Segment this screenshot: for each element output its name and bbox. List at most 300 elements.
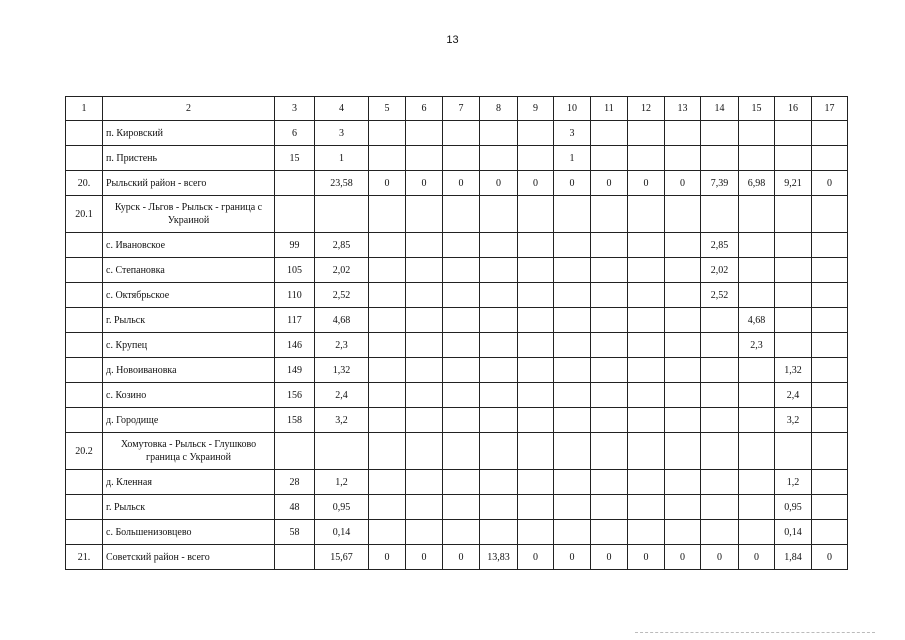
- row-name-cell: с. Ивановское: [103, 233, 275, 258]
- table-row: [66, 470, 848, 495]
- value-cell-col-10: [554, 408, 591, 433]
- value-cell-col-14: 2,85: [701, 233, 739, 258]
- table-row: [66, 358, 848, 383]
- value-cell-col-11: [591, 495, 628, 520]
- value-cell-col-3: 6: [275, 121, 315, 146]
- row-index-cell: 21.: [66, 545, 103, 570]
- value-cell-col-8: [480, 358, 518, 383]
- value-cell-col-7: [443, 308, 480, 333]
- value-cell-col-5: [369, 433, 406, 470]
- value-cell-col-17: 0: [812, 171, 848, 196]
- table-row: [66, 545, 848, 570]
- value-cell-col-3: 99: [275, 233, 315, 258]
- column-number-1: 1: [66, 97, 103, 121]
- row-index-cell: [66, 358, 103, 383]
- value-cell-col-15: [739, 520, 775, 545]
- value-cell-col-17: [812, 146, 848, 171]
- row-name-cell: с. Крупец: [103, 333, 275, 358]
- value-cell-col-16: [775, 146, 812, 171]
- value-cell-col-11: [591, 258, 628, 283]
- value-cell-col-10: [554, 470, 591, 495]
- row-name-cell: с. Большенизовцево: [103, 520, 275, 545]
- value-cell-col-14: [701, 146, 739, 171]
- value-cell-col-6: [406, 383, 443, 408]
- value-cell-col-5: [369, 308, 406, 333]
- value-cell-col-8: [480, 383, 518, 408]
- value-cell-col-7: [443, 196, 480, 233]
- value-cell-col-4: 1: [315, 146, 369, 171]
- column-number-3: 3: [275, 97, 315, 121]
- value-cell-col-7: [443, 358, 480, 383]
- value-cell-col-9: 0: [518, 171, 554, 196]
- table-row: [66, 146, 848, 171]
- value-cell-col-13: [665, 470, 701, 495]
- value-cell-col-17: [812, 408, 848, 433]
- value-cell-col-7: [443, 433, 480, 470]
- value-cell-col-5: [369, 283, 406, 308]
- value-cell-col-17: [812, 196, 848, 233]
- value-cell-col-6: [406, 495, 443, 520]
- value-cell-col-12: [628, 470, 665, 495]
- value-cell-col-10: [554, 358, 591, 383]
- table-row: [66, 433, 848, 470]
- value-cell-col-8: [480, 495, 518, 520]
- value-cell-col-13: 0: [665, 545, 701, 570]
- value-cell-col-11: [591, 233, 628, 258]
- row-name-cell: Рыльский район - всего: [103, 171, 275, 196]
- value-cell-col-10: [554, 383, 591, 408]
- value-cell-col-6: [406, 358, 443, 383]
- value-cell-col-10: [554, 308, 591, 333]
- value-cell-col-15: [739, 196, 775, 233]
- value-cell-col-17: [812, 233, 848, 258]
- row-index-cell: [66, 258, 103, 283]
- value-cell-col-3: 158: [275, 408, 315, 433]
- value-cell-col-5: 0: [369, 171, 406, 196]
- value-cell-col-9: [518, 358, 554, 383]
- value-cell-col-15: [739, 233, 775, 258]
- value-cell-col-7: 0: [443, 545, 480, 570]
- value-cell-col-17: [812, 470, 848, 495]
- column-number-7: 7: [443, 97, 480, 121]
- table-row: [66, 308, 848, 333]
- value-cell-col-4: 0,95: [315, 495, 369, 520]
- value-cell-col-16: 3,2: [775, 408, 812, 433]
- value-cell-col-8: [480, 308, 518, 333]
- value-cell-col-8: [480, 258, 518, 283]
- value-cell-col-10: [554, 196, 591, 233]
- value-cell-col-16: [775, 196, 812, 233]
- value-cell-col-11: [591, 121, 628, 146]
- value-cell-col-15: [739, 283, 775, 308]
- column-number-13: 13: [665, 97, 701, 121]
- row-name-cell: д. Кленная: [103, 470, 275, 495]
- value-cell-col-11: [591, 383, 628, 408]
- row-index-cell: [66, 333, 103, 358]
- value-cell-col-8: [480, 283, 518, 308]
- value-cell-col-17: [812, 121, 848, 146]
- value-cell-col-5: [369, 258, 406, 283]
- value-cell-col-3: 146: [275, 333, 315, 358]
- row-index-cell: [66, 383, 103, 408]
- value-cell-col-14: [701, 333, 739, 358]
- value-cell-col-10: [554, 433, 591, 470]
- value-cell-col-5: [369, 358, 406, 383]
- value-cell-col-13: [665, 233, 701, 258]
- value-cell-col-7: [443, 283, 480, 308]
- value-cell-col-13: [665, 358, 701, 383]
- value-cell-col-6: [406, 408, 443, 433]
- value-cell-col-14: [701, 495, 739, 520]
- value-cell-col-5: [369, 408, 406, 433]
- value-cell-col-6: [406, 121, 443, 146]
- value-cell-col-7: [443, 383, 480, 408]
- scan-artifact-line: [635, 632, 875, 636]
- value-cell-col-7: [443, 121, 480, 146]
- value-cell-col-13: [665, 196, 701, 233]
- value-cell-col-6: 0: [406, 545, 443, 570]
- value-cell-col-16: [775, 283, 812, 308]
- column-number-17: 17: [812, 97, 848, 121]
- value-cell-col-3: [275, 545, 315, 570]
- column-number-15: 15: [739, 97, 775, 121]
- value-cell-col-11: [591, 333, 628, 358]
- value-cell-col-14: [701, 433, 739, 470]
- value-cell-col-8: [480, 146, 518, 171]
- value-cell-col-14: [701, 383, 739, 408]
- data-table: [65, 96, 848, 570]
- row-index-cell: [66, 408, 103, 433]
- value-cell-col-14: [701, 520, 739, 545]
- value-cell-col-4: 2,85: [315, 233, 369, 258]
- value-cell-col-11: [591, 408, 628, 433]
- column-number-14: 14: [701, 97, 739, 121]
- value-cell-col-3: 48: [275, 495, 315, 520]
- value-cell-col-9: [518, 196, 554, 233]
- value-cell-col-3: 105: [275, 258, 315, 283]
- value-cell-col-11: [591, 520, 628, 545]
- value-cell-col-6: [406, 520, 443, 545]
- value-cell-col-8: 0: [480, 171, 518, 196]
- table-row: [66, 333, 848, 358]
- value-cell-col-5: [369, 121, 406, 146]
- value-cell-col-14: [701, 196, 739, 233]
- value-cell-col-3: 149: [275, 358, 315, 383]
- value-cell-col-16: 0,95: [775, 495, 812, 520]
- value-cell-col-8: [480, 520, 518, 545]
- value-cell-col-17: [812, 495, 848, 520]
- value-cell-col-6: [406, 470, 443, 495]
- value-cell-col-12: [628, 233, 665, 258]
- table-row: [66, 495, 848, 520]
- value-cell-col-4: [315, 433, 369, 470]
- value-cell-col-4: 1,32: [315, 358, 369, 383]
- row-index-cell: [66, 495, 103, 520]
- value-cell-col-4: 15,67: [315, 545, 369, 570]
- value-cell-col-16: [775, 433, 812, 470]
- value-cell-col-14: [701, 121, 739, 146]
- value-cell-col-15: 6,98: [739, 171, 775, 196]
- value-cell-col-9: [518, 146, 554, 171]
- value-cell-col-13: 0: [665, 171, 701, 196]
- value-cell-col-13: [665, 121, 701, 146]
- value-cell-col-15: 2,3: [739, 333, 775, 358]
- value-cell-col-16: [775, 308, 812, 333]
- row-index-cell: [66, 146, 103, 171]
- value-cell-col-15: [739, 258, 775, 283]
- value-cell-col-12: [628, 333, 665, 358]
- value-cell-col-6: [406, 233, 443, 258]
- table-row: [66, 383, 848, 408]
- value-cell-col-16: 1,2: [775, 470, 812, 495]
- value-cell-col-5: [369, 146, 406, 171]
- value-cell-col-7: [443, 470, 480, 495]
- column-number-10: 10: [554, 97, 591, 121]
- value-cell-col-9: [518, 258, 554, 283]
- value-cell-col-14: [701, 470, 739, 495]
- value-cell-col-11: 0: [591, 171, 628, 196]
- value-cell-col-7: [443, 333, 480, 358]
- value-cell-col-9: [518, 495, 554, 520]
- value-cell-col-15: [739, 495, 775, 520]
- table-row: [66, 408, 848, 433]
- value-cell-col-12: [628, 283, 665, 308]
- row-name-cell: д. Городище: [103, 408, 275, 433]
- row-name-cell: д. Новоивановка: [103, 358, 275, 383]
- value-cell-col-13: [665, 146, 701, 171]
- value-cell-col-17: [812, 308, 848, 333]
- value-cell-col-13: [665, 433, 701, 470]
- value-cell-col-17: 0: [812, 545, 848, 570]
- value-cell-col-17: [812, 433, 848, 470]
- value-cell-col-5: 0: [369, 545, 406, 570]
- value-cell-col-16: 1,32: [775, 358, 812, 383]
- value-cell-col-14: [701, 358, 739, 383]
- column-number-5: 5: [369, 97, 406, 121]
- value-cell-col-17: [812, 283, 848, 308]
- value-cell-col-7: 0: [443, 171, 480, 196]
- value-cell-col-16: 0,14: [775, 520, 812, 545]
- value-cell-col-13: [665, 258, 701, 283]
- value-cell-col-12: [628, 358, 665, 383]
- column-number-9: 9: [518, 97, 554, 121]
- value-cell-col-9: [518, 408, 554, 433]
- value-cell-col-4: 0,14: [315, 520, 369, 545]
- value-cell-col-14: 2,52: [701, 283, 739, 308]
- value-cell-col-16: [775, 333, 812, 358]
- value-cell-col-11: [591, 196, 628, 233]
- value-cell-col-7: [443, 233, 480, 258]
- value-cell-col-4: 2,4: [315, 383, 369, 408]
- value-cell-col-10: [554, 495, 591, 520]
- value-cell-col-9: [518, 121, 554, 146]
- value-cell-col-11: [591, 358, 628, 383]
- value-cell-col-8: 13,83: [480, 545, 518, 570]
- value-cell-col-17: [812, 383, 848, 408]
- row-name-cell: г. Рыльск: [103, 308, 275, 333]
- column-number-16: 16: [775, 97, 812, 121]
- column-number-4: 4: [315, 97, 369, 121]
- value-cell-col-5: [369, 520, 406, 545]
- row-name-cell: с. Степановка: [103, 258, 275, 283]
- row-index-cell: 20.2: [66, 433, 103, 470]
- value-cell-col-8: [480, 233, 518, 258]
- value-cell-col-12: [628, 121, 665, 146]
- value-cell-col-5: [369, 196, 406, 233]
- value-cell-col-8: [480, 408, 518, 433]
- value-cell-col-14: 0: [701, 545, 739, 570]
- value-cell-col-14: [701, 308, 739, 333]
- column-number-8: 8: [480, 97, 518, 121]
- value-cell-col-4: 2,3: [315, 333, 369, 358]
- value-cell-col-4: 2,52: [315, 283, 369, 308]
- value-cell-col-4: 3: [315, 121, 369, 146]
- value-cell-col-16: [775, 233, 812, 258]
- value-cell-col-12: [628, 383, 665, 408]
- row-index-cell: [66, 233, 103, 258]
- value-cell-col-7: [443, 258, 480, 283]
- value-cell-col-7: [443, 495, 480, 520]
- row-index-cell: 20.1: [66, 196, 103, 233]
- value-cell-col-4: 4,68: [315, 308, 369, 333]
- value-cell-col-14: [701, 408, 739, 433]
- value-cell-col-3: 117: [275, 308, 315, 333]
- row-index-cell: 20.: [66, 171, 103, 196]
- row-name-cell: Советский район - всего: [103, 545, 275, 570]
- value-cell-col-13: [665, 520, 701, 545]
- value-cell-col-9: [518, 383, 554, 408]
- row-name-cell: Курск - Льгов - Рыльск - граница с Украиной: [103, 196, 275, 233]
- value-cell-col-17: [812, 358, 848, 383]
- value-cell-col-3: 110: [275, 283, 315, 308]
- value-cell-col-6: 0: [406, 171, 443, 196]
- table-row: [66, 233, 848, 258]
- value-cell-col-17: [812, 258, 848, 283]
- value-cell-col-3: [275, 433, 315, 470]
- value-cell-col-10: 1: [554, 146, 591, 171]
- column-number-11: 11: [591, 97, 628, 121]
- value-cell-col-9: [518, 333, 554, 358]
- row-index-cell: [66, 520, 103, 545]
- value-cell-col-10: [554, 333, 591, 358]
- value-cell-col-10: 0: [554, 171, 591, 196]
- value-cell-col-11: [591, 283, 628, 308]
- value-cell-col-12: [628, 408, 665, 433]
- value-cell-col-4: [315, 196, 369, 233]
- value-cell-col-8: [480, 333, 518, 358]
- value-cell-col-6: [406, 258, 443, 283]
- value-cell-col-9: [518, 520, 554, 545]
- value-cell-col-6: [406, 196, 443, 233]
- value-cell-col-16: 1,84: [775, 545, 812, 570]
- value-cell-col-9: [518, 308, 554, 333]
- column-number-12: 12: [628, 97, 665, 121]
- column-number-2: 2: [103, 97, 275, 121]
- row-name-cell: п. Кировский: [103, 121, 275, 146]
- value-cell-col-16: [775, 258, 812, 283]
- value-cell-col-12: [628, 520, 665, 545]
- value-cell-col-16: 2,4: [775, 383, 812, 408]
- value-cell-col-5: [369, 333, 406, 358]
- value-cell-col-11: [591, 470, 628, 495]
- value-cell-col-5: [369, 383, 406, 408]
- value-cell-col-3: 15: [275, 146, 315, 171]
- table-row: [66, 171, 848, 196]
- value-cell-col-8: [480, 121, 518, 146]
- value-cell-col-16: 9,21: [775, 171, 812, 196]
- row-name-cell: Хомутовка - Рыльск - Глушково граница с Украиной: [103, 433, 275, 470]
- value-cell-col-14: 2,02: [701, 258, 739, 283]
- value-cell-col-9: [518, 433, 554, 470]
- value-cell-col-3: 28: [275, 470, 315, 495]
- column-number-6: 6: [406, 97, 443, 121]
- value-cell-col-7: [443, 408, 480, 433]
- row-name-cell: п. Пристень: [103, 146, 275, 171]
- page-number: 13: [446, 34, 459, 46]
- value-cell-col-8: [480, 470, 518, 495]
- value-cell-col-12: [628, 258, 665, 283]
- table-row: [66, 258, 848, 283]
- value-cell-col-10: 3: [554, 121, 591, 146]
- value-cell-col-11: [591, 433, 628, 470]
- value-cell-col-6: [406, 308, 443, 333]
- value-cell-col-12: 0: [628, 171, 665, 196]
- row-index-cell: [66, 283, 103, 308]
- table-row: [66, 520, 848, 545]
- value-cell-col-14: 7,39: [701, 171, 739, 196]
- value-cell-col-12: [628, 146, 665, 171]
- value-cell-col-3: [275, 196, 315, 233]
- value-cell-col-7: [443, 520, 480, 545]
- value-cell-col-15: 4,68: [739, 308, 775, 333]
- value-cell-col-5: [369, 470, 406, 495]
- value-cell-col-8: [480, 196, 518, 233]
- value-cell-col-9: 0: [518, 545, 554, 570]
- value-cell-col-15: 0: [739, 545, 775, 570]
- value-cell-col-13: [665, 408, 701, 433]
- value-cell-col-10: [554, 520, 591, 545]
- value-cell-col-13: [665, 308, 701, 333]
- value-cell-col-3: 156: [275, 383, 315, 408]
- value-cell-col-4: 23,58: [315, 171, 369, 196]
- value-cell-col-15: [739, 358, 775, 383]
- value-cell-col-10: [554, 258, 591, 283]
- value-cell-col-15: [739, 146, 775, 171]
- value-cell-col-4: 2,02: [315, 258, 369, 283]
- value-cell-col-6: [406, 146, 443, 171]
- row-index-cell: [66, 470, 103, 495]
- value-cell-col-3: [275, 171, 315, 196]
- value-cell-col-15: [739, 408, 775, 433]
- value-cell-col-10: [554, 283, 591, 308]
- value-cell-col-12: [628, 433, 665, 470]
- value-cell-col-13: [665, 383, 701, 408]
- value-cell-col-13: [665, 283, 701, 308]
- value-cell-col-11: 0: [591, 545, 628, 570]
- value-cell-col-6: [406, 333, 443, 358]
- value-cell-col-3: 58: [275, 520, 315, 545]
- value-cell-col-17: [812, 333, 848, 358]
- value-cell-col-6: [406, 283, 443, 308]
- value-cell-col-6: [406, 433, 443, 470]
- row-name-cell: с. Козино: [103, 383, 275, 408]
- value-cell-col-9: [518, 233, 554, 258]
- value-cell-col-17: [812, 520, 848, 545]
- table-row: [66, 196, 848, 233]
- value-cell-col-15: [739, 433, 775, 470]
- value-cell-col-15: [739, 121, 775, 146]
- table-row: [66, 121, 848, 146]
